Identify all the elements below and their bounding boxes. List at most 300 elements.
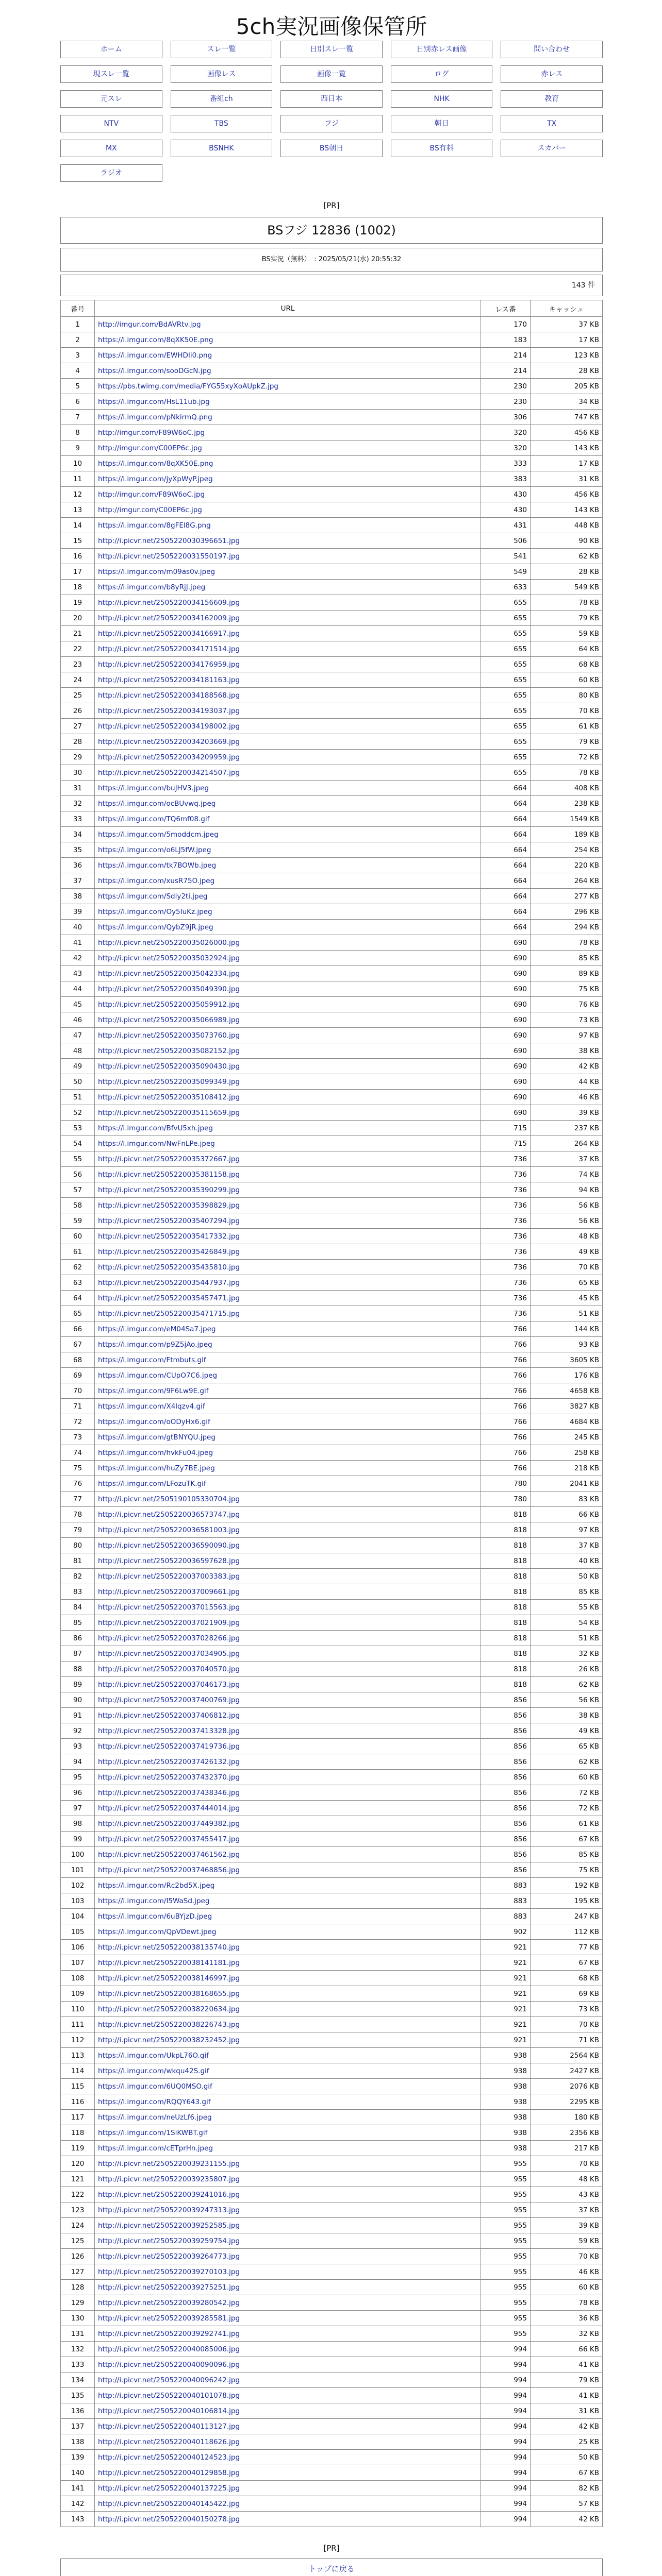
cache-size: 32 KB (531, 2326, 603, 2342)
res-number: 955 (481, 2202, 531, 2218)
image-url-link[interactable]: http://i.picvr.net/2505220038232452.jpg (98, 2036, 240, 2044)
table-row (61, 811, 603, 827)
image-url-link[interactable]: https://i.imgur.com/jyXpWyP.jpeg (98, 474, 213, 483)
cache-size: 143 KB (531, 502, 603, 518)
table-row (61, 1368, 603, 1383)
table-row (61, 1090, 603, 1105)
table-row (61, 1476, 603, 1492)
image-url-link[interactable]: http://i.picvr.net/2505220035049390.jpg (98, 985, 240, 993)
table-row (61, 2017, 603, 2032)
image-url-link[interactable]: http://i.picvr.net/2505220034214507.jpg (98, 768, 240, 777)
nav-link[interactable]: 赤レス (501, 65, 603, 83)
row-number: 17 (61, 564, 95, 580)
image-url-link[interactable]: http://i.picvr.net/2505220034203669.jpg (98, 737, 240, 746)
cache-size: 49 KB (531, 1723, 603, 1739)
image-url-link[interactable]: http://imgur.com/C00EP6c.jpg (98, 444, 202, 452)
res-number: 818 (481, 1569, 531, 1584)
url-cell (95, 317, 481, 332)
image-url-link[interactable]: http://i.picvr.net/2505220035042334.jpg (98, 969, 240, 978)
image-url-link[interactable]: http://i.picvr.net/2505220034193037.jpg (98, 706, 240, 715)
table-row (61, 858, 603, 873)
image-url-link[interactable]: http://i.picvr.net/2505220039275251.jpg (98, 2283, 240, 2292)
image-url-link[interactable]: https://i.imgur.com/b8yRjJ.jpeg (98, 583, 206, 591)
image-url-link[interactable]: http://i.picvr.net/2505220038226743.jpg (98, 2020, 240, 2029)
table-row (61, 2434, 603, 2450)
image-url-link[interactable]: http://i.picvr.net/2505220037021909.jpg (98, 1618, 240, 1627)
table-row (61, 1739, 603, 1754)
image-url-link[interactable]: http://i.picvr.net/2505220034166917.jpg (98, 629, 240, 638)
image-url-link[interactable]: http://imgur.com/F89W6oC.jpg (98, 428, 205, 437)
image-url-link[interactable]: http://i.picvr.net/2505220035108412.jpg (98, 1093, 240, 1101)
table-row (61, 657, 603, 672)
url-cell (95, 2233, 481, 2249)
image-url-link[interactable]: https://i.imgur.com/sooDGcN.jpg (98, 366, 211, 375)
image-url-link[interactable]: https://i.imgur.com/buJHV3.jpeg (98, 784, 209, 792)
nav-link[interactable]: ホーム (60, 41, 162, 58)
res-number: 766 (481, 1321, 531, 1337)
url-cell (95, 2342, 481, 2357)
image-url-link[interactable]: http://i.picvr.net/2505220039247313.jpg (98, 2206, 240, 2214)
image-url-link[interactable]: http://i.picvr.net/2505220035066989.jpg (98, 1015, 240, 1024)
res-number: 430 (481, 487, 531, 502)
table-row (61, 781, 603, 796)
image-url-link[interactable]: http://i.picvr.net/2505220035073760.jpg (98, 1031, 240, 1040)
image-url-link[interactable]: http://i.picvr.net/2505220040137225.jpg (98, 2484, 240, 2493)
image-url-link[interactable]: http://i.picvr.net/2505220035381158.jpg (98, 1170, 240, 1179)
image-url-link[interactable]: http://i.picvr.net/2505220040124523.jpg (98, 2453, 240, 2462)
image-url-link[interactable]: https://i.imgur.com/X4lqzv4.gif (98, 1402, 205, 1411)
image-url-link[interactable]: http://i.picvr.net/2505220035457471.jpg (98, 1294, 240, 1302)
table-row (61, 703, 603, 719)
nav-link[interactable]: 画像レス (171, 65, 273, 83)
image-url-link[interactable]: http://i.picvr.net/2505220039270103.jpg (98, 2267, 240, 2276)
image-url-link[interactable]: http://imgur.com/C00EP6c.jpg (98, 505, 202, 514)
res-number: 333 (481, 456, 531, 471)
row-number: 29 (61, 750, 95, 765)
image-url-link[interactable]: http://i.picvr.net/2505220040090096.jpg (98, 2360, 240, 2369)
row-number: 86 (61, 1631, 95, 1646)
nav-link[interactable]: ログ (391, 65, 493, 83)
image-url-link[interactable]: https://i.imgur.com/RQQY643.gif (98, 2097, 211, 2106)
url-cell (95, 1492, 481, 1507)
image-url-link[interactable]: https://i.imgur.com/o6LJ5fW.jpeg (98, 845, 211, 854)
image-url-link[interactable]: http://i.picvr.net/2505220035426849.jpg (98, 1247, 240, 1256)
cache-size: 42 KB (531, 2419, 603, 2434)
url-cell (95, 425, 481, 440)
image-url-link[interactable]: http://i.picvr.net/2505220034188568.jpg (98, 691, 240, 700)
image-url-link[interactable]: http://i.picvr.net/2505220034171514.jpg (98, 645, 240, 653)
image-url-link[interactable]: http://i.picvr.net/2505220035407294.jpg (98, 1216, 240, 1225)
url-cell (95, 1151, 481, 1167)
res-number: 994 (481, 2357, 531, 2372)
image-url-link[interactable]: http://i.picvr.net/2505220036597628.jpg (98, 1556, 240, 1565)
image-url-link[interactable]: http://i.picvr.net/2505220038220634.jpg (98, 2005, 240, 2013)
url-cell (95, 1801, 481, 1816)
cache-size: 70 KB (531, 2249, 603, 2264)
table-row (61, 1615, 603, 1631)
url-cell (95, 1522, 481, 1538)
image-url-link[interactable]: http://i.picvr.net/2505220031550197.jpg (98, 552, 240, 561)
cache-size: 65 KB (531, 1739, 603, 1754)
table-row (61, 2295, 603, 2311)
res-number: 902 (481, 1924, 531, 1940)
image-url-link[interactable]: https://i.imgur.com/UkpL76O.gif (98, 2051, 209, 2060)
image-url-link[interactable]: https://i.imgur.com/gtBNYQU.jpeg (98, 1433, 216, 1442)
row-number: 16 (61, 549, 95, 564)
cache-size: 4658 KB (531, 1383, 603, 1399)
image-url-link[interactable]: http://i.picvr.net/2505220030396651.jpg (98, 536, 240, 545)
res-number: 818 (481, 1600, 531, 1615)
row-number: 32 (61, 796, 95, 811)
image-url-link[interactable]: http://i.picvr.net/2505220037400769.jpg (98, 1696, 240, 1704)
image-url-link[interactable]: http://i.picvr.net/2505220035390299.jpg (98, 1185, 240, 1194)
table-row (61, 595, 603, 611)
image-url-link[interactable]: http://i.picvr.net/2505220035090430.jpg (98, 1062, 240, 1071)
res-number: 856 (481, 1832, 531, 1847)
cache-size: 143 KB (531, 440, 603, 456)
image-url-link[interactable]: https://i.imgur.com/QpVDewt.jpeg (98, 1927, 217, 1936)
image-url-link[interactable]: http://i.picvr.net/2505220035099349.jpg (98, 1077, 240, 1086)
image-url-link[interactable]: https://i.imgur.com/ocBUvwq.jpeg (98, 799, 216, 808)
image-url-link[interactable]: http://i.picvr.net/2505220039241016.jpg (98, 2190, 240, 2199)
table-row (61, 1043, 603, 1059)
nav-link[interactable]: 現スレ一覧 (60, 65, 162, 83)
image-url-link[interactable]: http://i.picvr.net/2505220036581003.jpg (98, 1526, 240, 1534)
image-url-link[interactable]: http://i.picvr.net/2505220034162009.jpg (98, 614, 240, 622)
res-number: 856 (481, 1816, 531, 1832)
image-url-link[interactable]: https://i.imgur.com/EWHDIi0.png (98, 351, 212, 360)
res-number: 921 (481, 1971, 531, 1986)
image-url-link[interactable]: https://i.imgur.com/huZy7BE.jpeg (98, 1464, 215, 1472)
image-url-link[interactable]: http://imgur.com/F89W6oC.jpg (98, 490, 205, 499)
nav-link[interactable]: BSNHK (171, 140, 273, 157)
image-url-link[interactable]: http://i.picvr.net/2505220037015563.jpg (98, 1603, 240, 1612)
cache-size: 94 KB (531, 1182, 603, 1198)
cache-size: 48 KB (531, 2172, 603, 2187)
image-url-link[interactable]: https://i.imgur.com/cETprHn.jpeg (98, 2144, 213, 2153)
image-url-link[interactable]: http://i.picvr.net/2505220035417332.jpg (98, 1232, 240, 1241)
nav-link[interactable]: スレ一覧 (171, 41, 273, 58)
cache-size: 3827 KB (531, 1399, 603, 1414)
url-cell (95, 1708, 481, 1723)
image-url-link[interactable]: http://i.picvr.net/2505220035032924.jpg (98, 954, 240, 962)
nav-link[interactable]: NHK (391, 90, 493, 108)
cache-size: 41 KB (531, 2388, 603, 2403)
res-number: 320 (481, 425, 531, 440)
image-url-link[interactable]: https://i.imgur.com/HsL11ub.jpg (98, 397, 210, 406)
nav-link[interactable]: BS有料 (391, 140, 493, 157)
res-number: 664 (481, 858, 531, 873)
cache-size: 549 KB (531, 580, 603, 595)
table-row (61, 626, 603, 641)
image-url-link[interactable]: http://i.picvr.net/2505220034209959.jpg (98, 753, 240, 761)
image-url-link[interactable]: http://i.picvr.net/2505220037040570.jpg (98, 1665, 240, 1673)
nav-link[interactable]: 朝日 (391, 115, 493, 132)
res-number: 690 (481, 1090, 531, 1105)
image-url-link[interactable]: http://i.picvr.net/2505220034156609.jpg (98, 598, 240, 607)
image-url-link[interactable]: http://i.picvr.net/2505220040106814.jpg (98, 2406, 240, 2415)
row-number: 11 (61, 471, 95, 487)
image-url-link[interactable]: http://i.picvr.net/2505220038168655.jpg (98, 1989, 240, 1998)
row-number: 61 (61, 1244, 95, 1260)
image-url-link[interactable]: http://i.picvr.net/2505220035447937.jpg (98, 1278, 240, 1287)
image-url-link[interactable]: https://i.imgur.com/m09as0v.jpeg (98, 567, 216, 576)
image-url-link[interactable]: http://i.picvr.net/2505220034181163.jpg (98, 675, 240, 684)
url-cell (95, 2202, 481, 2218)
image-url-link[interactable]: http://i.picvr.net/2505220039280542.jpg (98, 2298, 240, 2307)
image-url-link[interactable]: https://i.imgur.com/p9Z5jAo.jpeg (98, 1340, 212, 1349)
image-url-link[interactable]: https://i.imgur.com/oODyHx6.gif (98, 1417, 210, 1426)
image-url-link[interactable]: https://i.imgur.com/I5WaSd.jpeg (98, 1896, 210, 1905)
image-url-link[interactable]: https://i.imgur.com/pNkirmQ.png (98, 413, 212, 421)
res-number: 955 (481, 2233, 531, 2249)
url-cell (95, 456, 481, 471)
table-row (61, 1074, 603, 1090)
row-number: 122 (61, 2187, 95, 2202)
image-url-link[interactable]: http://i.picvr.net/2505220036590090.jpg (98, 1541, 240, 1550)
image-url-link[interactable]: http://i.picvr.net/2505220037468856.jpg (98, 1866, 240, 1874)
url-cell (95, 997, 481, 1012)
row-number: 117 (61, 2110, 95, 2125)
url-cell (95, 750, 481, 765)
nav-link[interactable]: 日別赤レス画像 (391, 41, 493, 58)
url-cell (95, 2512, 481, 2527)
image-url-link[interactable]: http://i.picvr.net/2505220037444014.jpg (98, 1804, 240, 1812)
cache-size: 54 KB (531, 1615, 603, 1631)
image-url-link[interactable]: http://i.picvr.net/2505220040113127.jpg (98, 2422, 240, 2431)
url-cell (95, 2017, 481, 2032)
url-cell (95, 2403, 481, 2419)
cache-size: 77 KB (531, 1940, 603, 1955)
res-number: 690 (481, 1059, 531, 1074)
image-url-link[interactable]: https://i.imgur.com/6uBYjzD.jpeg (98, 1912, 212, 1921)
cache-size: 39 KB (531, 2218, 603, 2233)
row-number: 68 (61, 1352, 95, 1368)
image-url-link[interactable]: http://i.picvr.net/2505220037455417.jpg (98, 1835, 240, 1843)
nav-link[interactable]: BS朝日 (280, 140, 383, 157)
cache-size: 41 KB (531, 2357, 603, 2372)
url-cell (95, 1121, 481, 1136)
image-url-link[interactable]: http://i.picvr.net/2505220037009661.jpg (98, 1587, 240, 1596)
image-url-link[interactable]: https://i.imgur.com/8gFEl8G.png (98, 521, 211, 530)
url-cell (95, 1368, 481, 1383)
cache-size: 123 KB (531, 348, 603, 363)
image-url-link[interactable]: https://i.imgur.com/neUzLf6.jpeg (98, 2113, 212, 2122)
image-url-link[interactable]: http://i.picvr.net/2505220037034905.jpg (98, 1649, 240, 1658)
image-url-link[interactable]: http://i.picvr.net/2505220035026000.jpg (98, 938, 240, 947)
row-number: 90 (61, 1692, 95, 1708)
image-url-link[interactable]: http://i.picvr.net/2505220037003383.jpg (98, 1572, 240, 1581)
url-cell (95, 2450, 481, 2465)
image-url-link[interactable]: http://i.picvr.net/2505220037426132.jpg (98, 1757, 240, 1766)
url-cell (95, 1553, 481, 1569)
image-url-link[interactable]: http://i.picvr.net/2505220040096242.jpg (98, 2376, 240, 2384)
image-url-link[interactable]: http://i.picvr.net/2505220040118626.jpg (98, 2437, 240, 2446)
image-url-link[interactable]: http://i.picvr.net/2505220040101078.jpg (98, 2391, 240, 2400)
res-number: 655 (481, 703, 531, 719)
table-row (61, 2450, 603, 2465)
cache-size: 90 KB (531, 533, 603, 549)
nav-link[interactable]: フジ (280, 115, 383, 132)
nav-link[interactable]: ラジオ (60, 164, 162, 182)
row-number: 115 (61, 2079, 95, 2094)
cache-size: 55 KB (531, 1600, 603, 1615)
image-url-link[interactable]: https://i.imgur.com/BfvU5xh.jpeg (98, 1124, 213, 1132)
url-cell (95, 1662, 481, 1677)
image-url-link[interactable]: http://i.picvr.net/2505220038146997.jpg (98, 1974, 240, 1982)
image-url-link[interactable]: http://i.picvr.net/2505220039231155.jpg (98, 2159, 240, 2168)
res-number: 856 (481, 1739, 531, 1754)
cache-size: 73 KB (531, 1012, 603, 1028)
image-url-link[interactable]: http://i.picvr.net/2505220035435810.jpg (98, 1263, 240, 1272)
url-cell (95, 1878, 481, 1893)
table-row (61, 2218, 603, 2233)
image-url-link[interactable]: http://i.picvr.net/2505220037406812.jpg (98, 1711, 240, 1720)
nav-link[interactable]: スカパー (501, 140, 603, 157)
table-row (61, 1306, 603, 1321)
url-cell (95, 657, 481, 672)
url-cell (95, 2063, 481, 2079)
image-url-table (60, 300, 603, 2527)
image-url-link[interactable]: https://i.imgur.com/Ftmbuts.gif (98, 1355, 206, 1364)
nav-link[interactable]: 西日本 (280, 90, 383, 108)
image-url-link[interactable]: http://i.picvr.net/2505220037419736.jpg (98, 1742, 240, 1751)
image-url-link[interactable]: http://i.picvr.net/2505220038141181.jpg (98, 1958, 240, 1967)
row-number: 135 (61, 2388, 95, 2403)
cache-size: 31 KB (531, 2403, 603, 2419)
url-cell (95, 2032, 481, 2048)
image-url-link[interactable]: https://i.imgur.com/CUpO7C6.jpeg (98, 1371, 218, 1380)
table-row (61, 487, 603, 502)
row-number: 41 (61, 935, 95, 951)
url-cell (95, 1260, 481, 1275)
image-url-link[interactable]: https://i.imgur.com/8qXK50E.png (98, 459, 213, 468)
nav-link[interactable]: TX (501, 115, 603, 132)
url-cell (95, 1352, 481, 1368)
image-url-link[interactable]: http://i.picvr.net/2505220037028266.jpg (98, 1634, 240, 1642)
image-url-link[interactable]: http://i.picvr.net/2505220040129858.jpg (98, 2468, 240, 2477)
image-url-link[interactable]: https://i.imgur.com/5moddcm.jpeg (98, 830, 219, 839)
image-url-link[interactable]: http://i.picvr.net/2505220034198002.jpg (98, 722, 240, 731)
table-row (61, 363, 603, 379)
image-url-link[interactable]: http://i.picvr.net/2505220035115659.jpg (98, 1108, 240, 1117)
image-url-link[interactable]: http://i.picvr.net/2505220037046173.jpg (98, 1680, 240, 1689)
res-number: 938 (481, 2141, 531, 2156)
row-number: 38 (61, 889, 95, 904)
cache-size: 408 KB (531, 781, 603, 796)
cache-size: 68 KB (531, 657, 603, 672)
res-number: 938 (481, 2125, 531, 2141)
image-url-link[interactable]: http://i.picvr.net/2505220037413328.jpg (98, 1726, 240, 1735)
row-number: 43 (61, 966, 95, 981)
image-url-link[interactable]: http://i.picvr.net/2505220037449382.jpg (98, 1819, 240, 1828)
nav-link[interactable]: NTV (60, 115, 162, 132)
nav-link[interactable]: 日別スレ一覧 (280, 41, 383, 58)
image-url-link[interactable]: http://i.picvr.net/2505220035372667.jpg (98, 1155, 240, 1163)
image-url-link[interactable]: http://i.picvr.net/2505220035471715.jpg (98, 1309, 240, 1318)
image-url-link[interactable]: https://i.imgur.com/8qXK50E.png (98, 335, 213, 344)
row-number: 87 (61, 1646, 95, 1662)
nav-link[interactable]: 画像一覧 (280, 65, 383, 83)
image-url-link[interactable]: https://i.imgur.com/LFozuTK.gif (98, 1479, 206, 1488)
image-url-link[interactable]: https://i.imgur.com/Sdiy2ti.jpeg (98, 892, 208, 901)
image-url-link[interactable]: http://i.picvr.net/2505190105330704.jpg (98, 1495, 240, 1503)
row-number: 48 (61, 1043, 95, 1059)
nav-link[interactable]: 教育 (501, 90, 603, 108)
image-url-link[interactable]: https://i.imgur.com/eM04Sa7.jpeg (98, 1325, 216, 1333)
image-url-link[interactable]: http://i.picvr.net/2505220039285581.jpg (98, 2314, 240, 2323)
table-row (61, 2403, 603, 2419)
image-url-link[interactable]: http://i.picvr.net/2505220037432370.jpg (98, 1773, 240, 1782)
image-url-link[interactable]: http://i.picvr.net/2505220040150278.jpg (98, 2515, 240, 2523)
cache-size: 448 KB (531, 518, 603, 533)
image-url-link[interactable]: https://i.imgur.com/wkqu42S.gif (98, 2066, 209, 2075)
image-url-link[interactable]: https://pbs.twimg.com/media/FYG55xyXoAUpkZ.jpg (98, 382, 278, 391)
image-url-link[interactable]: http://i.picvr.net/2505220040145422.jpg (98, 2499, 240, 2508)
table-row (61, 549, 603, 564)
row-number: 142 (61, 2496, 95, 2512)
row-number: 54 (61, 1136, 95, 1151)
image-url-link[interactable]: https://i.imgur.com/1SiKWBT.gif (98, 2128, 208, 2137)
image-url-link[interactable]: https://i.imgur.com/hvkFu04.jpeg (98, 1448, 213, 1457)
image-url-link[interactable]: https://i.imgur.com/xusR75O.jpeg (98, 876, 215, 885)
image-url-link[interactable]: http://i.picvr.net/2505220036573747.jpg (98, 1510, 240, 1519)
image-url-link[interactable]: https://i.imgur.com/NwFnLPe.jpeg (98, 1139, 215, 1148)
image-url-link[interactable]: http://i.picvr.net/2505220035059912.jpg (98, 1000, 240, 1009)
cache-size: 17 KB (531, 456, 603, 471)
image-url-link[interactable]: https://i.imgur.com/Rc2bd5X.jpeg (98, 1881, 215, 1890)
row-number: 102 (61, 1878, 95, 1893)
image-url-link[interactable]: http://i.picvr.net/2505220039264773.jpg (98, 2252, 240, 2261)
res-number: 994 (481, 2388, 531, 2403)
row-number: 24 (61, 672, 95, 688)
cache-size: 46 KB (531, 1090, 603, 1105)
url-cell (95, 1321, 481, 1337)
cache-size: 264 KB (531, 873, 603, 889)
nav-link[interactable]: TBS (171, 115, 273, 132)
image-url-link[interactable]: http://i.picvr.net/2505220034176959.jpg (98, 660, 240, 669)
image-url-link[interactable]: https://i.imgur.com/6UQ0MSO.gif (98, 2082, 212, 2091)
image-url-link[interactable]: https://i.imgur.com/tk7BOWb.jpeg (98, 861, 217, 870)
image-url-link[interactable]: https://i.imgur.com/TQ6mf08.gif (98, 815, 210, 823)
image-url-link[interactable]: http://i.picvr.net/2505220039292741.jpg (98, 2329, 240, 2338)
url-cell (95, 1476, 481, 1492)
image-url-link[interactable]: https://i.imgur.com/9F6Lw9E.gif (98, 1386, 209, 1395)
image-url-link[interactable]: https://i.imgur.com/QybZ9jR.jpeg (98, 923, 213, 931)
image-url-link[interactable]: http://imgur.com/BdAVRtv.jpg (98, 320, 201, 329)
image-url-link[interactable]: http://i.picvr.net/2505220035398829.jpg (98, 1201, 240, 1210)
image-url-link[interactable]: http://i.picvr.net/2505220039259754.jpg (98, 2236, 240, 2245)
res-number: 655 (481, 626, 531, 641)
row-number: 133 (61, 2357, 95, 2372)
image-url-link[interactable]: https://i.imgur.com/Oy5IuKz.jpeg (98, 907, 212, 916)
nav-link[interactable]: MX (60, 140, 162, 157)
nav-link[interactable]: 元スレ (60, 90, 162, 108)
nav-link[interactable]: 番組ch (171, 90, 273, 108)
image-url-link[interactable]: http://i.picvr.net/2505220035082152.jpg (98, 1046, 240, 1055)
url-cell (95, 2249, 481, 2264)
image-url-link[interactable]: http://i.picvr.net/2505220037461562.jpg (98, 1850, 240, 1859)
image-url-link[interactable]: http://i.picvr.net/2505220037438346.jpg (98, 1788, 240, 1797)
image-url-link[interactable]: http://i.picvr.net/2505220039252585.jpg (98, 2221, 240, 2230)
nav-link[interactable]: 問い合わせ (501, 41, 603, 58)
image-url-link[interactable]: http://i.picvr.net/2505220040085006.jpg (98, 2345, 240, 2353)
image-url-link[interactable]: http://i.picvr.net/2505220039235807.jpg (98, 2175, 240, 2183)
back-to-top-link[interactable]: トップに戻る (308, 2564, 355, 2573)
cache-size: 456 KB (531, 425, 603, 440)
image-url-link[interactable]: http://i.picvr.net/2505220038135740.jpg (98, 1943, 240, 1952)
url-cell (95, 1770, 481, 1785)
